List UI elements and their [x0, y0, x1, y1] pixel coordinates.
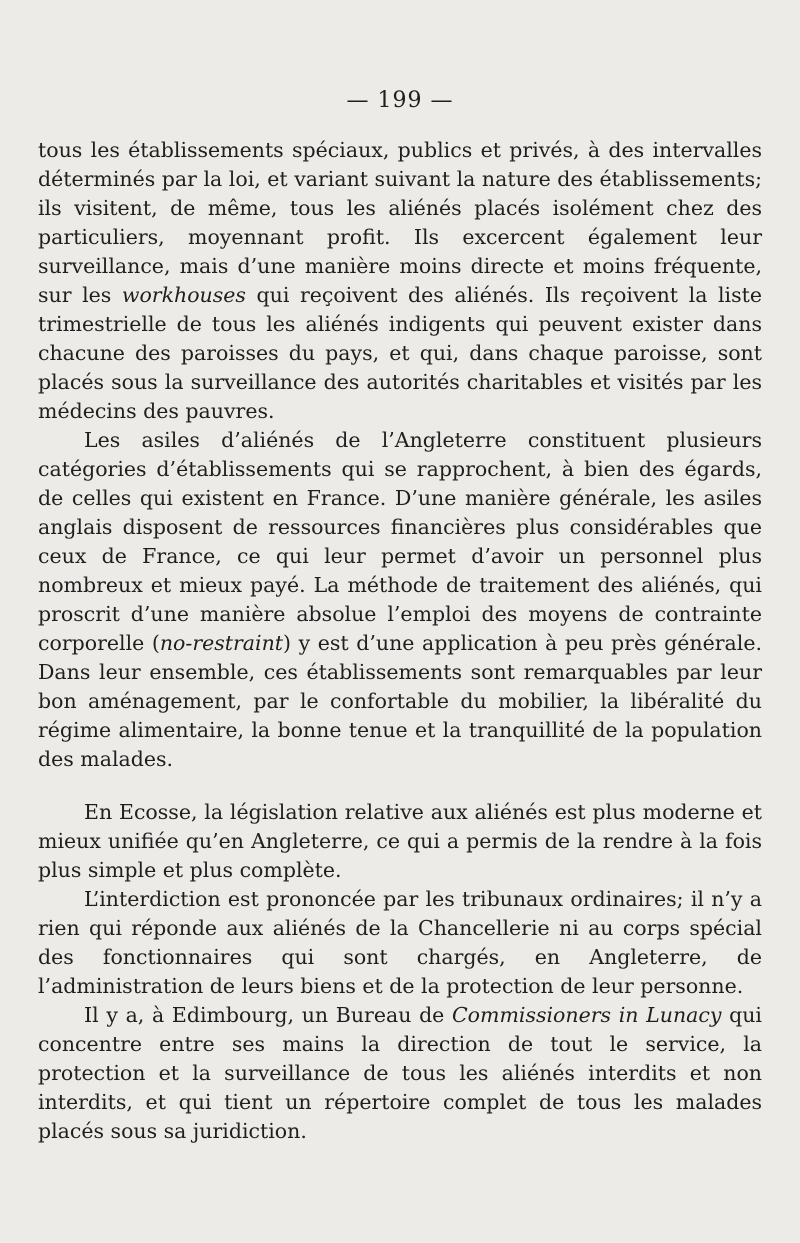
term-no-restraint: no-restraint: [159, 631, 284, 655]
paragraph-5-text-a: Il y a, à Edimbourg, un Bureau de: [84, 1003, 452, 1027]
paragraph-4: [38, 885, 762, 1001]
paragraph-1: [38, 136, 762, 426]
paragraph-1-text-b: qui reçoivent des aliénés. Ils reçoivent la liste trimestrielle de tous les aliénés indigents qui peuvent exister dans chacune des paroisses du pays, et qui, dans chaque paroisse, sont placés sous la surveillance des autorités charitables et visités par les médecins des pauvres.: [38, 283, 762, 423]
paragraph-3: [38, 798, 762, 885]
page-number: — 199 —: [346, 88, 454, 113]
term-commissioners-in-lunacy: Commissioners in Lunacy: [451, 1003, 722, 1027]
paragraph-1-text-a: tous les établissements spéciaux, publics et privés, à des intervalles déterminés par la loi, et variant suivant la nature des établissements; ils visitent, de même, tous les aliénés placés isolément chez des particuliers, moyennant profit. Ils excercent également leur surveillance, mais d’une manière moins directe et moins fréquente, sur les: [38, 138, 762, 307]
paragraph-4-text: L’interdiction est prononcée par les tribunaux ordinaires; il n’y a rien qui réponde aux aliénés de la Chancellerie ni au corps spécial des fonctionnaires qui sont chargés, en Angleterre, de l’administration de leurs biens et de la protection de leur personne.: [38, 887, 762, 998]
paragraph-5: [38, 1001, 762, 1146]
paragraph-2: [38, 426, 762, 774]
paragraph-2-text-a: Les asiles d’aliénés de l’Angleterre constituent plusieurs catégories d’établissements qui se rapprochent, à bien des égards, de celles qui existent en France. D’une manière générale, les asiles anglais disposent de ressources financières plus considérables que ceux de France, ce qui leur permet d’avoir un personnel plus nombreux et mieux payé. La méthode de traitement des aliénés, qui proscrit d’une manière absolue l’emploi des moyens de contrainte corporelle (: [38, 428, 762, 655]
paragraph-5-text-b: qui concentre entre ses mains la direction de tout le service, la protection et la surveillance de tous les aliénés interdits et non interdits, et qui tient un répertoire complet de tous les malades placés sous sa juridiction.: [38, 1003, 762, 1143]
paragraph-3-text: En Ecosse, la législation relative aux aliénés est plus moderne et mieux unifiée qu’en Angleterre, ce qui a permis de la rendre à la fois plus simple et plus complète.: [38, 800, 762, 882]
paragraph-2-text-b: ) y est d’une application à peu près générale. Dans leur ensemble, ces établissements sont remarquables par leur bon aménagement, par le confortable du mobilier, la libéralité du régime alimentaire, la bonne tenue et la tranquillité de la population des malades.: [38, 631, 762, 771]
body-text: [38, 136, 762, 1146]
term-workhouses: workhouses: [121, 283, 246, 307]
